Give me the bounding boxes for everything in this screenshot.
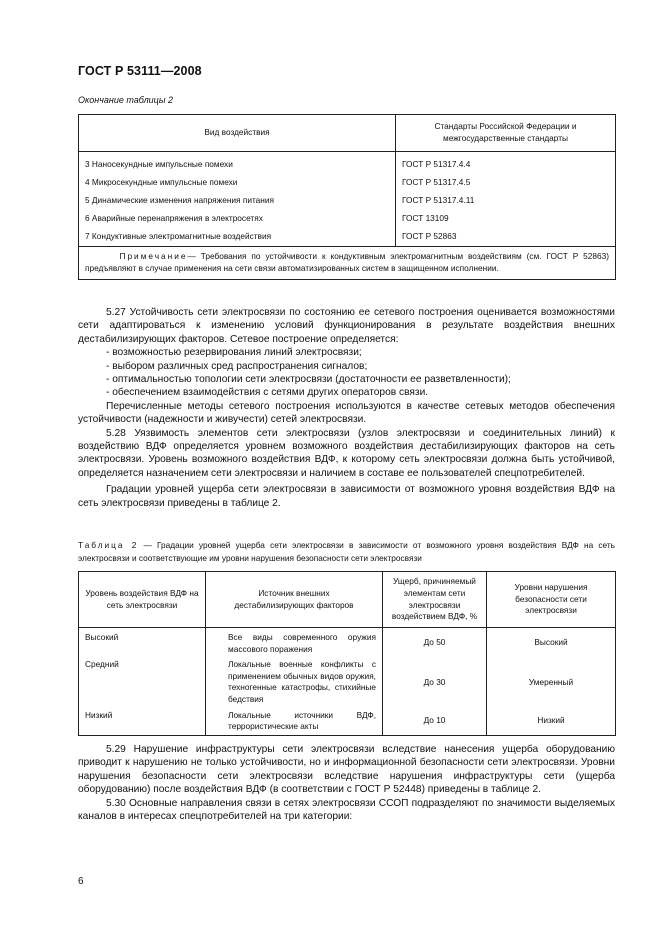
column-header-source: Источник внешних дестабилизирующих факторов <box>206 572 383 628</box>
table-2-caption <box>78 539 615 564</box>
level-cell: Средний <box>79 657 206 707</box>
table-2 <box>78 571 616 736</box>
paragraph: 5.30 Основные направления связи в сетях электросвязи ССОП подразделяют по значимости выделяемых каналов в интересах спецпотребителей на три категории: <box>78 797 615 823</box>
source-cell: Локальные источники ВДФ, террористические акты <box>206 708 383 736</box>
standard-cell: ГОСТ Р 51317.4.4 <box>396 152 616 174</box>
column-header-impact: Вид воздействия <box>79 115 396 152</box>
impact-cell: 3 Наносекундные импульсные помехи <box>79 152 396 174</box>
column-header-standards: Стандарты Российской Федерации и межгосударственные стандарты <box>396 115 616 152</box>
table-row <box>79 227 616 247</box>
table-row <box>79 657 616 707</box>
list-item: - выбором различных сред распространения сигналов; <box>106 360 368 372</box>
paragraph: 5.29 Нарушение инфраструктуры сети электросвязи вследствие нанесения ущерба оборудованию приводит к нарушению не только устойчивости, но и информационной безопасности сети электросвязи. Уровни нарушения безопасности сети электросвязи вследствие нарушения инфраструктуры сети (ущерба оборудованию) после воздействия ВДФ (в соответствии с ГОСТ Р 52448) приведены в таблице 2. <box>78 744 615 796</box>
violation-cell: Низкий <box>487 708 616 736</box>
damage-cell: До 10 <box>383 708 487 736</box>
paragraph: Градации уровней ущерба сети электросвязи в зависимости от возможного уровня воздействия ВДФ на сеть электросвязи приведены в таблице 2. <box>78 484 615 509</box>
violation-cell: Умеренный <box>487 657 616 707</box>
impact-cell: 7 Кондуктивные электромагнитные воздействия <box>79 227 396 247</box>
standard-cell: ГОСТ 13109 <box>396 209 616 227</box>
level-cell: Низкий <box>79 708 206 736</box>
table-row <box>79 173 616 191</box>
table-2-caption-text: — Градации уровней ущерба сети электросвязи в зависимости от возможного уровня воздействия ВДФ на сеть электросвязи и соответствующие им уровни нарушения безопасности сети электросвязи <box>78 540 615 563</box>
body-text-section-5-29-5-30 <box>78 743 615 823</box>
table-header-row <box>79 115 616 152</box>
table-header-row <box>79 572 616 628</box>
table-2-ending <box>78 114 616 280</box>
impact-cell: 6 Аварийные перенапряжения в электросетях <box>79 209 396 227</box>
list-item: - возможностью резервирования линий электросвязи; <box>106 347 362 359</box>
page-number: 6 <box>78 876 84 887</box>
table-row <box>79 209 616 227</box>
damage-cell: До 50 <box>383 628 487 658</box>
impact-cell: 5 Динамические изменения напряжения питания <box>79 191 396 209</box>
body-text-section-5-27-5-28 <box>78 306 615 510</box>
standard-cell: ГОСТ Р 51317.4.5 <box>396 173 616 191</box>
note-text: — Требования по устойчивости к кондуктивным электромагнитным воздействиям (см. ГОСТ Р 52863) предъявляют в случае применения на сети связи автоматизированных систем в защищенном исполнении. <box>85 251 609 274</box>
page-header: ГОСТ Р 53111—2008 <box>78 64 202 78</box>
table-continuation-caption: Окончание таблицы 2 <box>78 95 173 105</box>
table-note-row <box>79 247 616 280</box>
column-header-violation: Уровни нарушения безопасности сети электросвязи <box>487 572 616 628</box>
column-header-level: Уровень воздействия ВДФ на сеть электросвязи <box>79 572 206 628</box>
note-label: Примечание <box>119 251 188 261</box>
source-cell: Все виды современного оружия массового поражения <box>206 628 383 658</box>
impact-cell: 4 Микросекундные импульсные помехи <box>79 173 396 191</box>
damage-cell: До 30 <box>383 657 487 707</box>
list-item: - оптимальностью топологии сети электросвязи (достаточности ее разветвленности); <box>106 374 511 386</box>
source-cell: Локальные военные конфликты с применением обычных видов оружия, техногенные катастрофы, стихийные бедствия <box>206 657 383 707</box>
paragraph: Перечисленные методы сетевого построения используются в качестве сетевых методов обеспечения устойчивости (надежности и живучести) сетей электросвязи. <box>78 400 615 426</box>
paragraph: 5.27 Устойчивость сети электросвязи по состоянию ее сетевого построения оценивается возможностями сети адаптироваться к изменению условий функционирования в результате воздействия внешних дестабилизирующих факторов. Сетевое построение определяется: <box>78 307 615 345</box>
table-2-label: Таблица 2 <box>78 540 139 550</box>
standard-cell: ГОСТ Р 52863 <box>396 227 616 247</box>
list-item: - обеспечением взаимодействия с сетями других операторов связи. <box>106 387 429 399</box>
table-row <box>79 191 616 209</box>
table-row <box>79 708 616 736</box>
table-row <box>79 152 616 174</box>
standard-cell: ГОСТ Р 51317.4.11 <box>396 191 616 209</box>
table-note <box>79 247 616 280</box>
column-header-damage: Ущерб, причиняемый элементам сети электросвязи воздействием ВДФ, % <box>383 572 487 628</box>
violation-cell: Высокий <box>487 628 616 658</box>
paragraph: 5.28 Уязвимость элементов сети электросвязи (узлов электросвязи и соединительных линий) к воздействию ВДФ определяется уровнем возможного воздействия дестабилизирующих факторов на сеть электросвязи. Уровень возможного воздействия ВДФ, к которому сеть электросвязи должна быть устойчивой, определяется назначением сети электросвязи и наличием в составе ее пользователей спецпотребителей. <box>78 427 615 479</box>
table-row <box>79 628 616 658</box>
level-cell: Высокий <box>79 628 206 658</box>
